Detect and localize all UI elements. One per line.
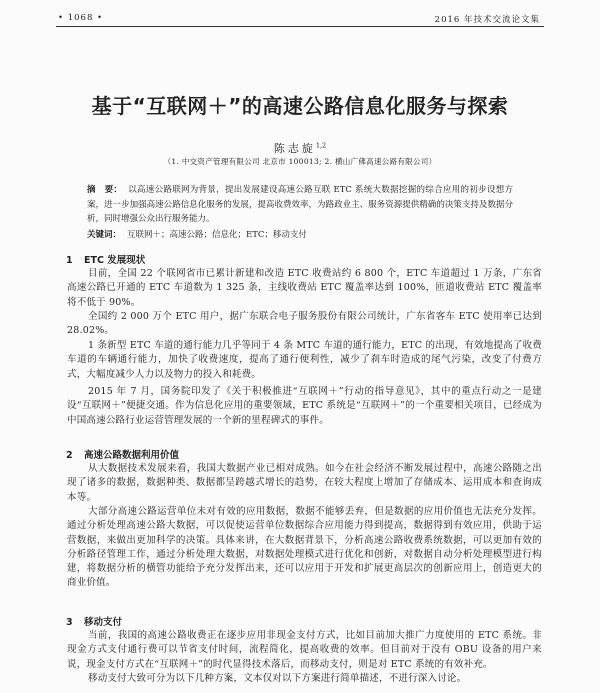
header-rule — [56, 26, 544, 27]
author-line — [0, 140, 600, 156]
section-heading-3 — [66, 614, 122, 628]
paragraph: 大部分高速公路运营单位未对有效的应用数据，数据不能够丢弃，但是数据的应用价值也无法充分发挥。通过分析处理高速公路大数据，可以促使运营单位数据综合应用能力得到提高，数据得到有效应用，供助于运营数据，来做出更加科学的决策。具体来讲，在大数据背景下，分析高速公路收费系统数据，可以更加有效的分析路径管理工作，通过分析处理大数据，对数据处理模式进行优化和创新，对数据自动分析处理模型进行构建，将数据分析的横管功能给予充分发挥出来，还可以应用于开发和扩展更高层次的创新应用上，创造更大的商业价值。 — [67, 506, 542, 589]
section-title: ETC 发展现状 — [84, 255, 146, 266]
section-number: 1 — [66, 255, 73, 266]
paragraph: 2015 年 7 月，国务院印发了《关于积极推进“互联网＋”行动的指导意见》，其中的重点行动之一是建设“互联网＋”便捷交通。作为信息化应用的重要领域，ETC 系统是“互联网＋”的一个重要相关项目，已经成为中国高速公路行业运营管理发展的一个新的里程碑式的事件。 — [67, 386, 542, 426]
section-title: 移动支付 — [84, 617, 123, 628]
keywords-label: 关键词： — [87, 230, 122, 240]
paragraph: 从大数据技术发展来看，我国大数据产业已相对成熟。如今在社会经济不断发展过程中，高速公路随之出现了诸多的数据，数据种类、数据都呈跨越式增长的趋势，在较大程度上增加了存储成本、运用成本和查询成本等。 — [67, 463, 542, 503]
section-heading-2 — [66, 447, 179, 461]
section-number: 2 — [66, 450, 73, 461]
paragraph: 全国约 2 000 万个 ETC 用户，据广东联合电子服务股份有限公司统计，广东省客车 ETC 使用率已达到 28.02%。 — [67, 311, 542, 337]
keywords — [87, 228, 513, 242]
paragraph: 当前，我国的高速公路收费正在逐步应用非现金支付方式，比如目前加大推广力度使用的 ETC 系统。非现金方式支付通行费可以节省支付时间，流程简化，提高收费的效率。但目前对于没有 OBU 设备的用户来说，现金支付方式在“互联网＋”的时代显得技术落后，而移动支付，则是对 ETC 系统的有效补充。 — [67, 630, 542, 670]
section-heading-1 — [66, 252, 145, 266]
section-title: 高速公路数据利用价值 — [84, 450, 180, 461]
paragraph: 1 条新型 ETC 车道的通行能力几乎等同于 4 条 MTC 车道的通行能力，ETC 的出现，有效地提高了收费车道的车辆通行能力，加快了收费速度，提高了通行便利性，减少了刹车时造成的尾气污染，改变了付费方式，大幅度减少人力以及物力的投入和耗费。 — [67, 340, 542, 380]
keywords-text: 互联网＋；高速公路；信息化；ETC；移动支付 — [127, 230, 307, 240]
page-number: • 1068 • — [58, 13, 104, 23]
paragraph: 目前，全国 22 个联网省市已累计新建和改造 ETC 收费站约 6 800 个，ETC 车道超过 1 万条，广东省高速公路已开通的 ETC 车道数为 1 325 条，主线收费站 ETC 覆盖率达到 100%，匝道收费站 ETC 覆盖率将不低于 90%。 — [67, 268, 542, 308]
paper-title: 基于“互联网＋”的高速公路信息化服务与探索 — [91, 94, 509, 118]
paragraph: 移动支付大致可分为以下几种方案，文本仅对以下方案进行简单描述，不进行深入讨论。 — [88, 673, 467, 684]
running-header: 2016 年技术交流论文集 — [434, 15, 540, 25]
author-name: 陈志旋 — [273, 142, 316, 155]
author-affiliation-marks: 1,2 — [315, 141, 327, 150]
section-number: 3 — [66, 617, 73, 628]
abstract-text: 以高速公路联网为背景，提出发展建设高速公路互联 ETC 系统大数据挖掘的综合应用的初步设想方案，进一步加强高速公路信息化服务的发展，提高收费效率，为路政业主、服务资源提供精确的决策支持及数据分析，同时增强公众出行服务能力。 — [87, 185, 513, 224]
abstract-label: 摘 要： — [87, 185, 123, 195]
affiliation: （1. 中交资产管理有限公司 北京市 100013; 2. 横山广佛高速公路有限公司） — [163, 157, 437, 166]
abstract — [87, 183, 513, 227]
